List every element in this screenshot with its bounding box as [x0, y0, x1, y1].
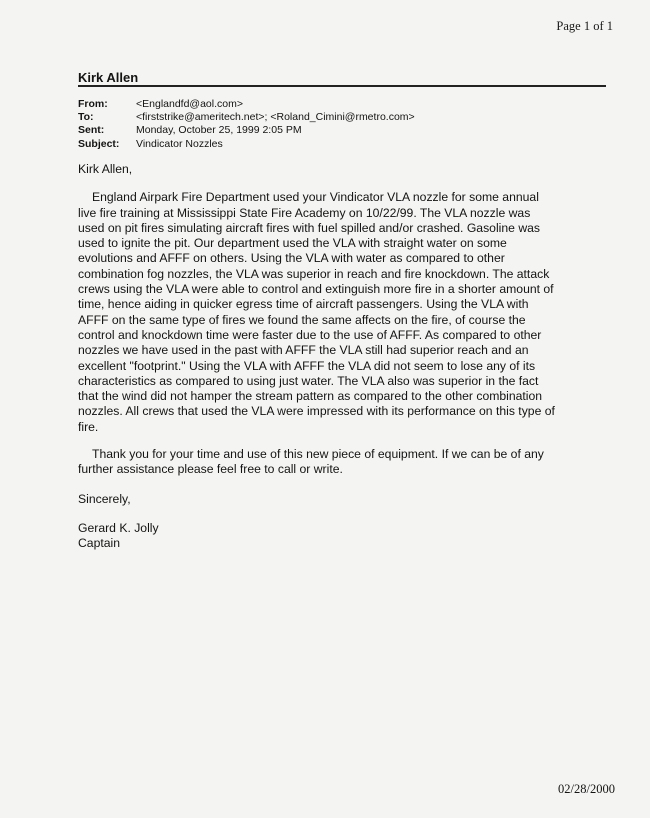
signer-name: Gerard K. Jolly	[78, 520, 159, 535]
subject-label: Subject:	[78, 137, 120, 150]
from-value: <Englandfd@aol.com>	[136, 98, 243, 110]
footer-date: 02/28/2000	[558, 782, 615, 796]
subject-row	[78, 138, 415, 151]
page-number: Page 1 of 1	[556, 19, 613, 33]
to-label: To:	[78, 111, 94, 124]
from-label: From:	[78, 98, 108, 110]
email-headers	[78, 98, 415, 151]
sent-row	[78, 124, 415, 137]
subject-value: Vindicator Nozzles	[136, 137, 223, 150]
header-divider	[78, 85, 606, 87]
closing: Sincerely,	[78, 491, 131, 506]
to-row	[78, 111, 415, 124]
letter-body	[78, 162, 558, 552]
sent-value: Monday, October 25, 1999 2:05 PM	[136, 124, 302, 137]
signer-title: Captain	[78, 536, 121, 551]
to-value: <firststrike@ameritech.net>; <Roland_Cimini@rmetro.com>	[136, 111, 415, 124]
body-paragraph-1: England Airpark Fire Department used your Vindicator VLA nozzle for some annual live fire training at Mississippi State Fire Academy on 10/22/99. The VLA nozzle was used on pit fires simulating aircraft fires with fuel spilled and/or crashed. Gasoline was used to ignite the pit. Our department used the VLA with straight water on some evolutions and AFFF on others. Using the VLA with water as compared to other combination fog nozzles, the VLA was superior in reach and fire knockdown. The attack crews using the VLA were able to control and extinguish more fire in a shorter amount of time, hence aiding in quicker egress time of aircraft passengers. Using the VLA with AFFF on the same type of fires we found the same affects on the fire, of course the control and knockdown time were faster due to the use of AFFF. As compared to other nozzles we have used in the past with AFFF the VLA still had superior reach and an excellent "footprint." Using the VLA with AFFF the VLA did not seem to lose any of its characteristics as compared to using just water. The VLA also was superior in the fact that the wind did not hamper the stream pattern as compared to the other combination nozzles. All crews that used the VLA were impressed with its performance on this type of fire.	[78, 190, 555, 434]
sender-name: Kirk Allen	[78, 70, 139, 85]
sent-label: Sent:	[78, 124, 105, 137]
from-row	[78, 98, 415, 111]
salutation: Kirk Allen,	[78, 162, 133, 176]
body-paragraph-2: Thank you for your time and use of this new piece of equipment. If we can be of any further assistance please feel free to call or write.	[78, 447, 544, 477]
